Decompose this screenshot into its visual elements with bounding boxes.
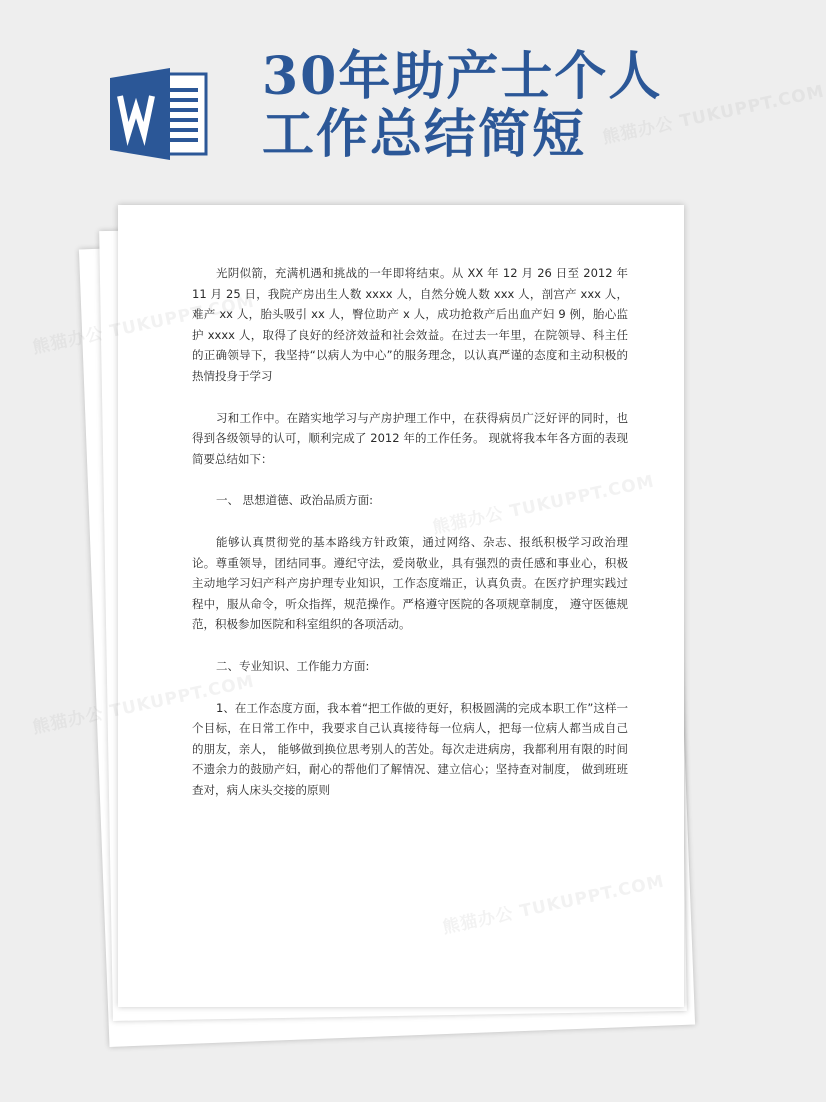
paragraph-section-2: 1、在工作态度方面，我本着“把工作做的更好，积极圆满的完成本职工作”这样一个目标，在日常工作中，我要求自己认真接待每一位病人，把每一位病人都当成自己的朋友，亲人， 能够做到换位思考别人的苦处。每次走进病房，我都利用有限的时间不遗余力的鼓励产妇，耐心的帮他们了解情况、建立信心；坚持查对制度， 做到班班查对，病人床头交接的原则 xyxy=(192,700,628,797)
word-document-icon xyxy=(108,66,210,162)
paragraph-section-1: 能够认真贯彻党的基本路线方针政策，通过网络、杂志、报纸积极学习政治理论。尊重领导，团结同事。遵纪守法，爱岗敬业，具有强烈的责任感和事业心，积极主动地学习妇产科产房护理专业知识，工作态度端正，认真负责。在医疗护理实践过程中，服从命令，听众指挥，规范操作。严格遵守医院的各项规章制度， 遵守医德规范，积极参加医院和科室组织的各项活动。 xyxy=(192,534,628,632)
watermark: 熊猫办公 xyxy=(30,703,106,739)
document-page xyxy=(118,205,684,1007)
section-heading-1: 一、 思想道德、政治品质方面: xyxy=(216,493,374,508)
watermark: 熊猫办公 TUKUPPT.COM xyxy=(600,81,826,149)
page-title xyxy=(262,48,662,164)
title-line-2: 工作总结简短 xyxy=(262,104,587,165)
paragraph-continued: 习和工作中。在踏实地学习与产房护理工作中，在获得病员广泛好评的同时，也得到各级领导的认可，顺利完成了 2012 年的工作任务。 现就将我本年各方面的表现简要总结如下： xyxy=(192,410,628,466)
paragraph-intro: 光阴似箭，充满机遇和挑战的一年即将结束。从 XX 年 12 月 26 日至 2012 年 11 月 25 日，我院产房出生人数 xxxx 人，自然分娩人数 xxx 人，剖宫产 xxx 人，难产 xx 人，胎头吸引 xx 人，臀位助产 x 人，成功抢救产后出血产妇 9 例，胎心监护 xxxx 人，取得了良好的经济效益和社会效益。在过去一年里，在院领导、科主任的正确领导下，我坚持“以病人为中心”的服务理念，以认真严谨的态度和主动积极的热情投身于学习 xyxy=(192,266,628,383)
section-heading-2: 二、专业知识、工作能力方面: xyxy=(216,658,370,673)
title-line-1: 30年助产士个人 xyxy=(262,46,663,107)
watermark: 熊猫办公 xyxy=(30,323,106,359)
document-body xyxy=(192,263,628,800)
